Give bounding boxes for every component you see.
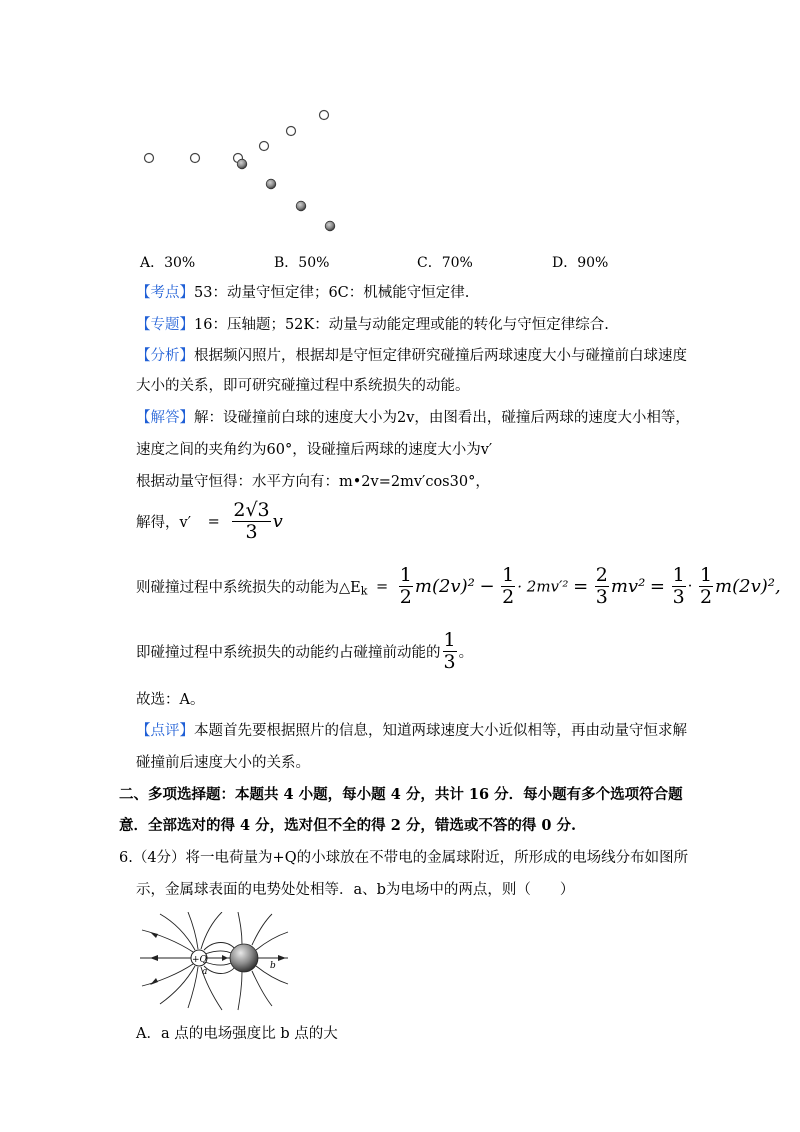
option-a: A．30% — [140, 255, 196, 271]
choice-text: 故选：A。 — [136, 692, 205, 708]
jieda-line-1 — [136, 408, 690, 428]
solve-den: 3 — [245, 521, 258, 543]
fenxi-text-2: 大小的关系，即可研究碰撞过程中系统损失的动能。 — [136, 378, 470, 394]
fenxi-tag: 【分析】 — [136, 348, 194, 364]
q6-line-2 — [136, 880, 574, 900]
point-a-label: a — [202, 967, 208, 977]
gray-ball-4 — [325, 221, 335, 231]
zhuanti-line — [136, 315, 609, 335]
jieda-tag: 【解答】 — [136, 410, 194, 426]
frac-1 — [399, 565, 413, 608]
q6-text-1: 6.（4分）将一电荷量为+Q的小球放在不带电的金属球附近，所形成的电场线分布如图所 — [119, 850, 689, 866]
metal-sphere — [230, 944, 258, 972]
minus-sign: − — [479, 576, 495, 597]
option-c: C．70% — [417, 255, 473, 271]
zhuanti-tag: 【专题】 — [136, 317, 194, 333]
energy-prefix: 则碰撞过程中系统损失的动能为△E — [136, 580, 361, 596]
ratio-suffix: 。 — [458, 645, 474, 661]
ratio-num: 1 — [443, 629, 456, 651]
frac-3-num: 2 — [595, 564, 608, 586]
solve-prefix: 解得，v′ — [136, 515, 191, 531]
term-3: mv² — [610, 576, 646, 597]
jieda-text-1: 解：设碰撞前白球的速度大小为2v，由图看出，碰撞后两球的速度大小相等， — [194, 410, 690, 426]
fenxi-line-2 — [136, 376, 470, 396]
q6-text-2: 示，金属球表面的电势处处相等．a、b为电场中的两点，则（ ） — [136, 882, 575, 898]
dianping-tag: 【点评】 — [136, 723, 194, 739]
solve-num: 2√3 — [233, 499, 270, 521]
kaodian-text: 53：动量守恒定律；6C：机械能守恒定律. — [194, 285, 470, 301]
frac-2 — [501, 565, 515, 608]
section2-line-2 — [119, 816, 576, 836]
frac-1-num: 1 — [399, 564, 412, 586]
collision-strobe-figure — [130, 100, 350, 240]
solve-line — [136, 500, 283, 543]
white-ball-4 — [260, 142, 269, 151]
kaodian-line — [136, 283, 469, 303]
term-5: m(2v)², — [715, 576, 781, 597]
frac-1-den: 2 — [399, 586, 412, 608]
frac-2-num: 1 — [502, 564, 515, 586]
ratio-fraction — [443, 630, 457, 673]
solve-eq: = — [207, 513, 220, 530]
white-ball-1 — [145, 154, 154, 163]
section2-text-2: 意．全部选对的得 4 分，选对但不全的得 2 分，错选或不答的得 0 分. — [119, 817, 577, 834]
frac-4-den: 3 — [672, 586, 685, 608]
section2-text-1: 二、多项选择题：本题共 4 小题，每小题 4 分，共计 16 分．每小题有多个选项符合题 — [119, 786, 683, 803]
energy-line — [136, 565, 781, 608]
kaodian-tag: 【考点】 — [136, 285, 194, 301]
zhuanti-text: 16：压轴题；52K：动量与动能定理或能的转化与守恒定律综合. — [194, 317, 609, 333]
q6-option-a — [136, 1024, 338, 1044]
white-ball-6 — [320, 111, 329, 120]
jieda-text-2: 速度之间的夹角约为60°，设碰撞后两球的速度大小为v′ — [136, 442, 493, 458]
ratio-den: 3 — [443, 651, 456, 673]
frac-4-num: 1 — [672, 564, 685, 586]
option-b: B．50% — [274, 255, 330, 271]
term-1: m(2v)² — [414, 576, 475, 597]
section2-line-1 — [119, 785, 683, 805]
charge-label: +Q — [192, 955, 207, 965]
gray-ball-3 — [296, 201, 306, 211]
q6-option-a-text: A．a 点的电场强度比 b 点的大 — [136, 1026, 338, 1042]
eq-2: = — [573, 576, 589, 597]
dianping-line-1 — [136, 721, 687, 741]
frac-2-den: 2 — [502, 586, 515, 608]
frac-5 — [699, 565, 713, 608]
jieda-text-3: 根据动量守恒得：水平方向有：m•2v=2mv′cos30°， — [136, 474, 490, 490]
jieda-line-2 — [136, 440, 492, 460]
frac-3 — [595, 565, 609, 608]
energy-sub: k — [360, 584, 368, 598]
frac-5-num: 1 — [699, 564, 713, 586]
eq-3: = — [649, 576, 666, 597]
dianping-text-2: 碰撞前后速度大小的关系。 — [136, 755, 310, 771]
gray-ball-1 — [237, 159, 247, 169]
frac-3-den: 3 — [595, 586, 608, 608]
term-2: · 2mv′² — [517, 577, 569, 596]
electric-field-figure — [138, 912, 290, 1012]
frac-4 — [672, 565, 686, 608]
white-ball-2 — [191, 154, 200, 163]
q6-line-1 — [119, 848, 688, 868]
dianping-line-2 — [136, 753, 310, 773]
ratio-prefix: 即碰撞过程中系统损失的动能约占碰撞前动能的 — [136, 645, 441, 661]
point-b-label: b — [270, 961, 276, 971]
fenxi-line-1 — [136, 346, 687, 366]
choice-line — [136, 690, 204, 710]
dianping-text-1: 本题首先要根据照片的信息，知道两球速度大小近似相等，再由动量守恒求解 — [194, 723, 687, 739]
jieda-line-3 — [136, 472, 490, 492]
dot-sign: · — [687, 578, 693, 595]
ratio-line — [136, 630, 473, 673]
fenxi-text-1: 根据频闪照片，根据却是守恒定律研究碰撞后两球速度大小与碰撞前白球速度 — [194, 348, 687, 364]
frac-5-den: 2 — [699, 586, 713, 608]
white-ball-5 — [287, 127, 296, 136]
option-d: D．90% — [552, 255, 609, 271]
gray-ball-2 — [266, 179, 276, 189]
energy-eq: = — [376, 578, 389, 595]
solve-fraction — [232, 500, 270, 543]
solve-var: v — [272, 511, 283, 532]
